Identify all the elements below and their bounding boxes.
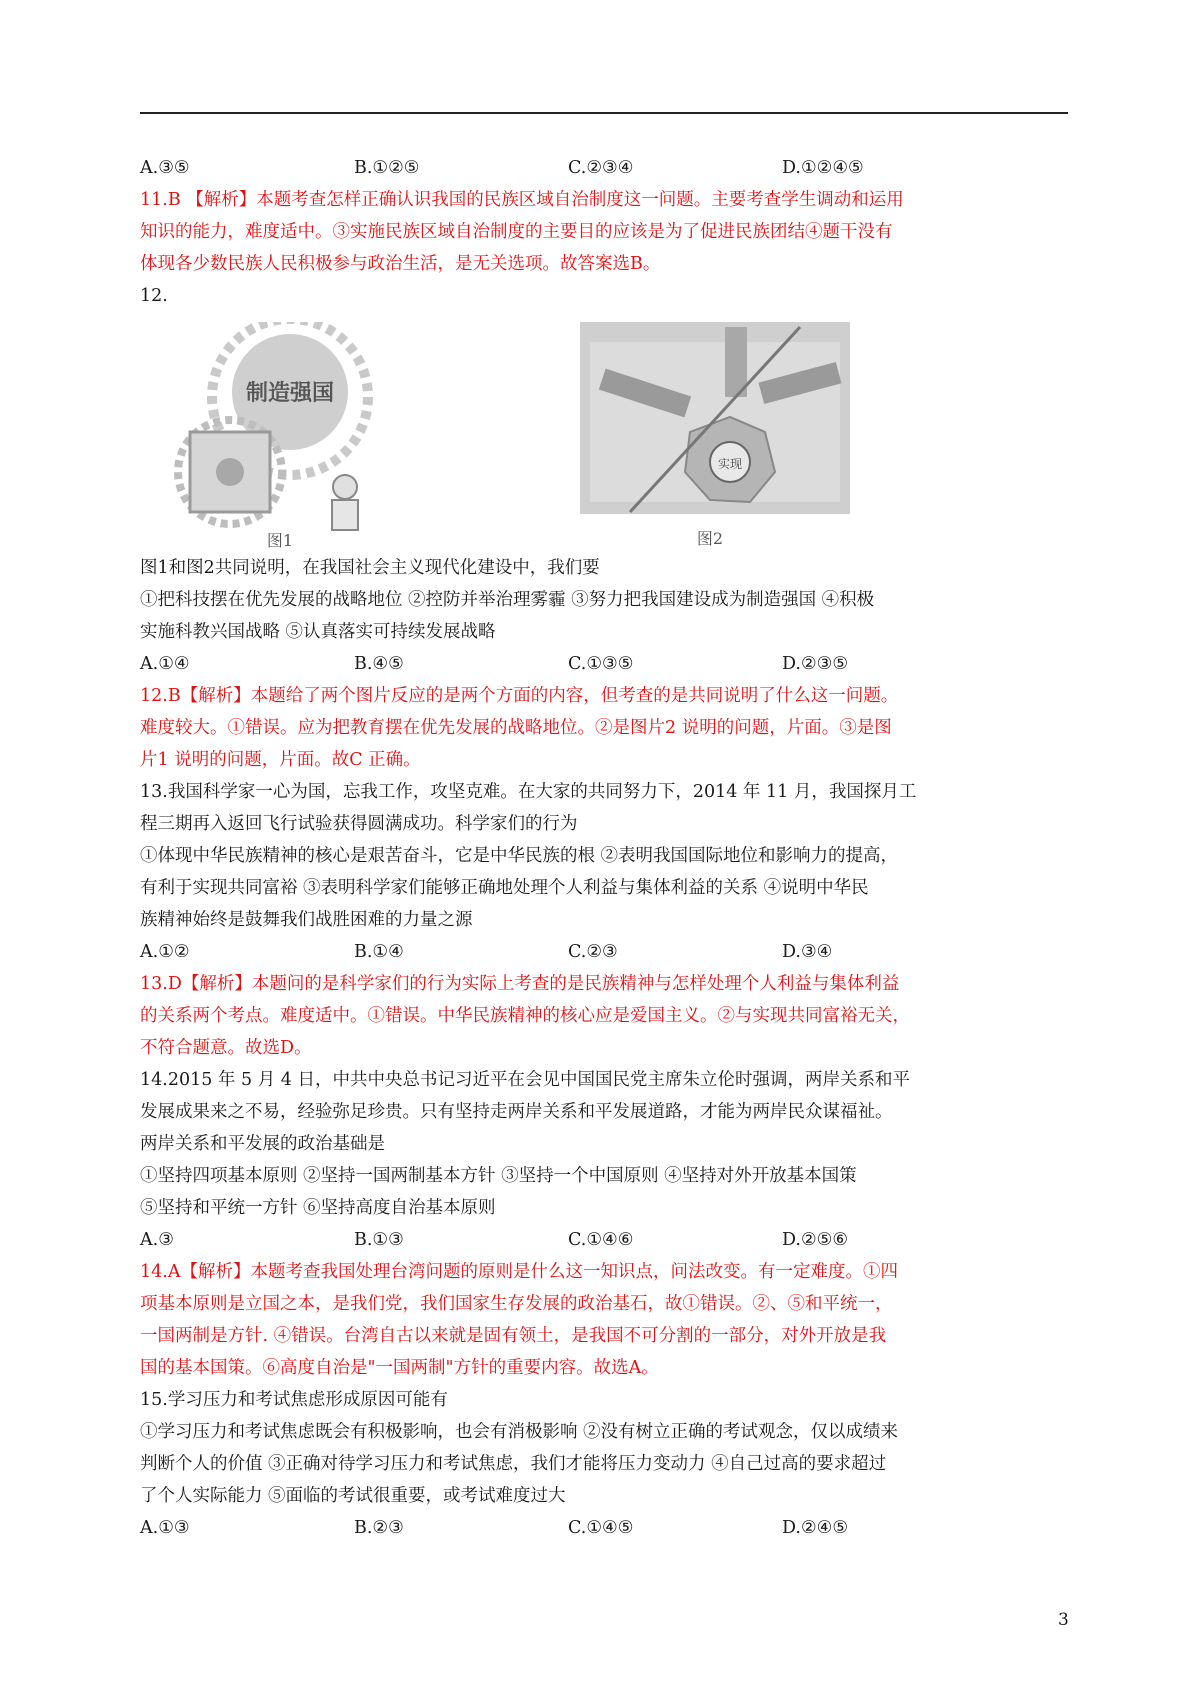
q15-option-b: B.②③ xyxy=(354,1518,404,1538)
q14-explanation xyxy=(140,1256,1070,1384)
q14-stem-line: 14.2015 年 5 月 4 日，中共中央总书记习近平在会见中国国民党主席朱立伦时强调，两岸关系和平 xyxy=(140,1070,910,1090)
q15-item-line: 了个人实际能力 ⑤面临的考试很重要，或考试难度过大 xyxy=(140,1486,566,1506)
explanation-line: 的关系两个考点。难度适中。①错误。中华民族精神的核心应是爱国主义。②与实现共同富裕无关， xyxy=(140,1006,910,1026)
explanation-line: 13.D【解析】本题问的是科学家们的行为实际上考查的是民族精神与怎样处理个人利益与集体利益 xyxy=(140,974,900,994)
q12-number: 12. xyxy=(140,286,168,306)
q15-stem: 15.学习压力和考试焦虑形成原因可能有 xyxy=(140,1390,448,1410)
explanation-line: 12.B【解析】本题给了两个图片反应的是两个方面的内容，但考查的是共同说明了什么这一问题。 xyxy=(140,686,899,706)
q13-item-line: 有利于实现共同富裕 ③表明科学家们能够正确地处理个人利益与集体利益的关系 ④说明中华民 xyxy=(140,878,869,898)
q11-option-a: A.③⑤ xyxy=(140,158,190,178)
q12-item-line: 实施科教兴国战略 ⑤认真落实可持续发展战略 xyxy=(140,622,496,642)
q12-figure-1 xyxy=(140,322,390,552)
q13-options xyxy=(140,936,1070,968)
gear-hub xyxy=(216,458,244,486)
worker-head xyxy=(333,475,357,499)
q13-option-b: B.①④ xyxy=(354,942,404,962)
explanation-line: 一国两制是方针. ④错误。台湾自古以来就是固有领土，是我国不可分割的一部分，对外开放是我 xyxy=(140,1326,887,1346)
explanation-line: 片1 说明的问题，片面。故C 正确。 xyxy=(140,750,421,770)
q12-option-c: C.①③⑤ xyxy=(568,654,634,674)
q13-explanation xyxy=(140,968,1070,1064)
figure-2-caption: 图2 xyxy=(696,529,724,548)
q13-stem-line: 13.我国科学家一心为国，忘我工作，攻坚克难。在大家的共同努力下，2014 年 11 月，我国探月工 xyxy=(140,782,917,802)
q15-option-c: C.①④⑤ xyxy=(568,1518,634,1538)
q15-item-line: ①学习压力和考试焦虑既会有积极影响，也会有消极影响 ②没有树立正确的考试观念，仅以成绩来 xyxy=(140,1422,899,1442)
q11-explanation xyxy=(140,184,1070,280)
q15-item-line: 判断个人的价值 ③正确对待学习压力和考试焦虑，我们才能将压力变动力 ④自己过高的要求超过 xyxy=(140,1454,887,1474)
explanation-line: 14.A【解析】本题考查我国处理台湾问题的原则是什么这一知识点，问法改变。有一定难度。①四 xyxy=(140,1262,898,1282)
q14-item-line: ①坚持四项基本原则 ②坚持一国两制基本方针 ③坚持一个中国原则 ④坚持对外开放基本国策 xyxy=(140,1166,857,1186)
q13-stem-line: 程三期再入返回飞行试验获得圆满成功。科学家们的行为 xyxy=(140,814,578,834)
q11-options xyxy=(140,152,1070,184)
q13-option-d: D.③④ xyxy=(782,942,833,962)
explanation-line: 体现各少数民族人民积极参与政治生活，是无关选项。故答案选B。 xyxy=(140,254,661,274)
q13-item-line: ①体现中华民族精神的核心是艰苦奋斗，它是中华民族的根 ②表明我国国际地位和影响力的提高， xyxy=(140,846,899,866)
q12-stem: 图1和图2共同说明，在我国社会主义现代化建设中，我们要 xyxy=(140,558,600,578)
q14-stem-line: 发展成果来之不易，经验弥足珍贵。只有坚持走两岸关系和平发展道路，才能为两岸民众谋福祉。 xyxy=(140,1102,893,1122)
q14-options xyxy=(140,1224,1070,1256)
q11-option-c: C.②③④ xyxy=(568,158,634,178)
explanation-line: 知识的能力，难度适中。③实施民族区域自治制度的主要目的应该是为了促进民族团结④题干没有 xyxy=(140,222,893,242)
q14-option-b: B.①③ xyxy=(354,1230,404,1250)
explanation-line: 不符合题意。故选D。 xyxy=(140,1038,312,1058)
q13-option-c: C.②③ xyxy=(568,942,618,962)
q12-option-b: B.④⑤ xyxy=(354,654,404,674)
header-rule xyxy=(140,112,1068,114)
figure-1-title: 制造强国 xyxy=(245,380,335,406)
q15-options xyxy=(140,1512,1070,1544)
q11-option-b: B.①②⑤ xyxy=(354,158,420,178)
q14-item-line: ⑤坚持和平统一方针 ⑥坚持高度自治基本原则 xyxy=(140,1198,496,1218)
explanation-line: 项基本原则是立国之本，是我们党，我们国家生存发展的政治基石，故①错误。②、⑤和平统一， xyxy=(140,1294,893,1314)
explanation-line: 难度较大。①错误。应为把教育摆在优先发展的战略地位。②是图片2 说明的问题，片面。③是图 xyxy=(140,718,892,738)
q14-option-c: C.①④⑥ xyxy=(568,1230,634,1250)
q12-option-a: A.①④ xyxy=(140,654,190,674)
q13-item-line: 族精神始终是鼓舞我们战胜困难的力量之源 xyxy=(140,910,473,930)
q13-option-a: A.①② xyxy=(140,942,190,962)
page-number: 3 xyxy=(1058,1610,1069,1630)
page-content xyxy=(140,152,1070,1544)
q12-option-d: D.②③⑤ xyxy=(782,654,849,674)
explanation-line: 11.B 【解析】本题考查怎样正确认识我国的民族区域自治制度这一问题。主要考查学生调动和运用 xyxy=(140,190,904,210)
q14-option-a: A.③ xyxy=(140,1230,174,1250)
q14-stem-line: 两岸关系和平发展的政治基础是 xyxy=(140,1134,385,1154)
q15-option-d: D.②④⑤ xyxy=(782,1518,849,1538)
worker-body xyxy=(332,500,358,530)
figure-1-caption: 图1 xyxy=(266,531,294,550)
q12-options xyxy=(140,648,1070,680)
explanation-line: 国的基本国策。⑥高度自治是"一国两制"方针的重要内容。故选A。 xyxy=(140,1358,659,1378)
q12-figures xyxy=(140,322,1070,552)
q12-figure-2 xyxy=(580,322,850,552)
q12-explanation xyxy=(140,680,1070,776)
q15-option-a: A.①③ xyxy=(140,1518,190,1538)
figure-2-center-text: 实现 xyxy=(717,457,743,471)
q14-option-d: D.②⑤⑥ xyxy=(782,1230,849,1250)
q11-option-d: D.①②④⑤ xyxy=(782,158,864,178)
q12-item-line: ①把科技摆在优先发展的战略地位 ②控防并举治理雾霾 ③努力把我国建设成为制造强国 ④积极 xyxy=(140,590,875,610)
